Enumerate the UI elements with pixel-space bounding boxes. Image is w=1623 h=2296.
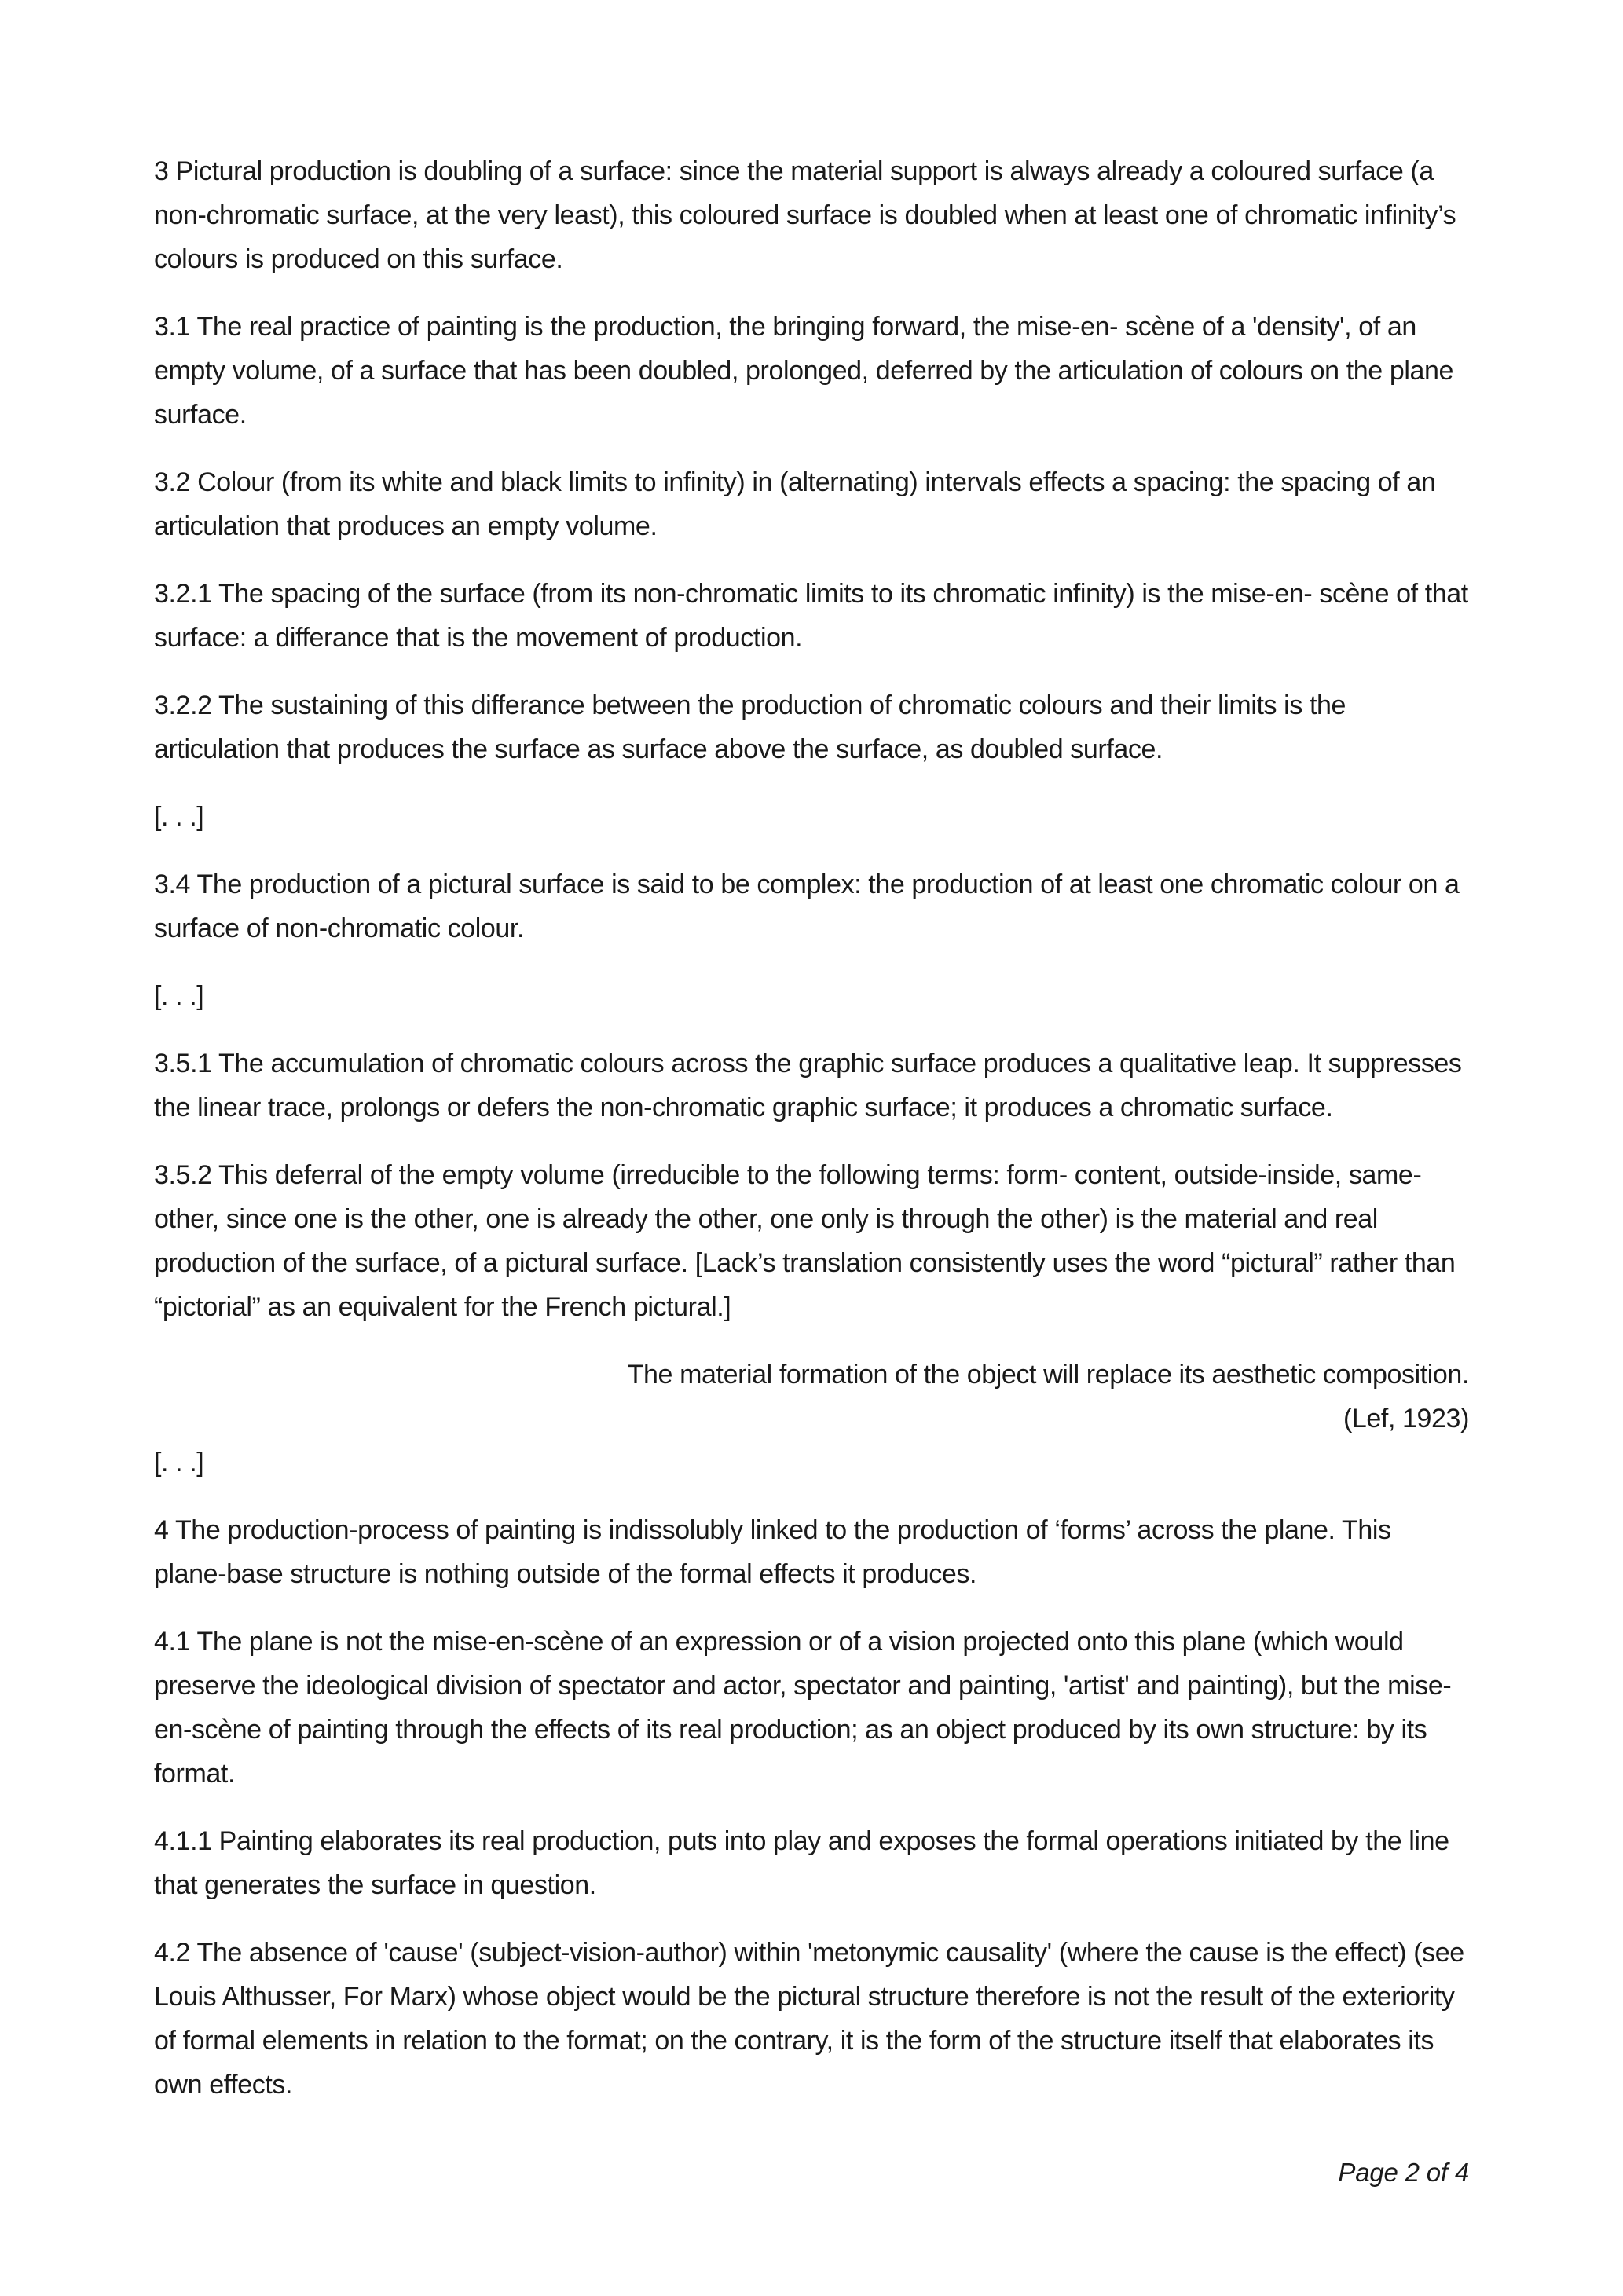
paragraph-4-1-1: 4.1.1 Painting elaborates its real production, puts into play and exposes the formal operations initiated by the line that generates the surface in question.	[154, 1826, 1449, 1900]
quote-text: The material formation of the object will replace its aesthetic composition.	[627, 1360, 1469, 1390]
block-quote	[154, 1353, 1469, 1441]
paragraph-4-1: 4.1 The plane is not the mise-en-scène of an expression or of a vision projected onto this plane (which would preserve the ideological division of spectator and actor, spectator and painting, 'artist' and painting), but the mise-en-scène of painting through the effects of its real production; as an object produced by its own structure: by its format.	[154, 1627, 1452, 1789]
paragraph-4: 4 The production-process of painting is indissolubly linked to the production of ‘forms’ across the plane. This plane-base structure is nothing outside of the formal effects it produces.	[154, 1515, 1391, 1589]
paragraph-3: 3 Pictural production is doubling of a surface: since the material support is always already a coloured surface (a non-chromatic surface, at the very least), this coloured surface is doubled when at least one of chromatic infinity’s colours is produced on this surface.	[154, 156, 1456, 274]
quote-attribution: (Lef, 1923)	[1343, 1404, 1469, 1434]
ellipsis-marker: [. . .]	[154, 802, 204, 832]
ellipsis-marker: [. . .]	[154, 1448, 204, 1478]
paragraph-3-5-2: 3.5.2 This deferral of the empty volume (irreducible to the following terms: form- content, outside-inside, same-other, since one is the other, one is already the other, one only is through the other) is the material and real production of the surface, of a pictural surface. [Lack’s translation consistently uses the word “pictural” rather than “pictorial” as an equivalent for the French pictural.]	[154, 1160, 1456, 1322]
paragraph-3-5-1: 3.5.1 The accumulation of chromatic colours across the graphic surface produces a qualitative leap. It suppresses the linear trace, prolongs or defers the non-chromatic graphic surface; it produces a chromatic surface.	[154, 1049, 1462, 1122]
document-body	[154, 149, 1469, 2107]
ellipsis-marker: [. . .]	[154, 981, 204, 1011]
paragraph-3-2-1: 3.2.1 The spacing of the surface (from its non-chromatic limits to its chromatic infinity) is the mise-en- scène of that surface: a differance that is the movement of production.	[154, 579, 1468, 653]
paragraph-3-2: 3.2 Colour (from its white and black limits to infinity) in (alternating) intervals effects a spacing: the spacing of an articulation that produces an empty volume.	[154, 467, 1436, 541]
paragraph-4-2: 4.2 The absence of 'cause' (subject-vision-author) within 'metonymic causality' (where the cause is the effect) (see Louis Althusser, For Marx) whose object would be the pictural structure therefore is not the result of the exteriority of formal elements in relation to the format; on the contrary, it is the form of the structure itself that elaborates its own effects.	[154, 1938, 1464, 2100]
paragraph-3-1: 3.1 The real practice of painting is the production, the bringing forward, the mise-en- scène of a 'density', of an empty volume, of a surface that has been doubled, prolonged, deferred by the articulation of colours on the plane surface.	[154, 312, 1454, 430]
paragraph-3-2-2: 3.2.2 The sustaining of this differance between the production of chromatic colours and their limits is the articulation that produces the surface as surface above the surface, as doubled surface.	[154, 690, 1346, 764]
page-number: Page 2 of 4	[1338, 2158, 1469, 2187]
paragraph-3-4: 3.4 The production of a pictural surface is said to be complex: the production of at least one chromatic colour on a surface of non-chromatic colour.	[154, 870, 1460, 943]
